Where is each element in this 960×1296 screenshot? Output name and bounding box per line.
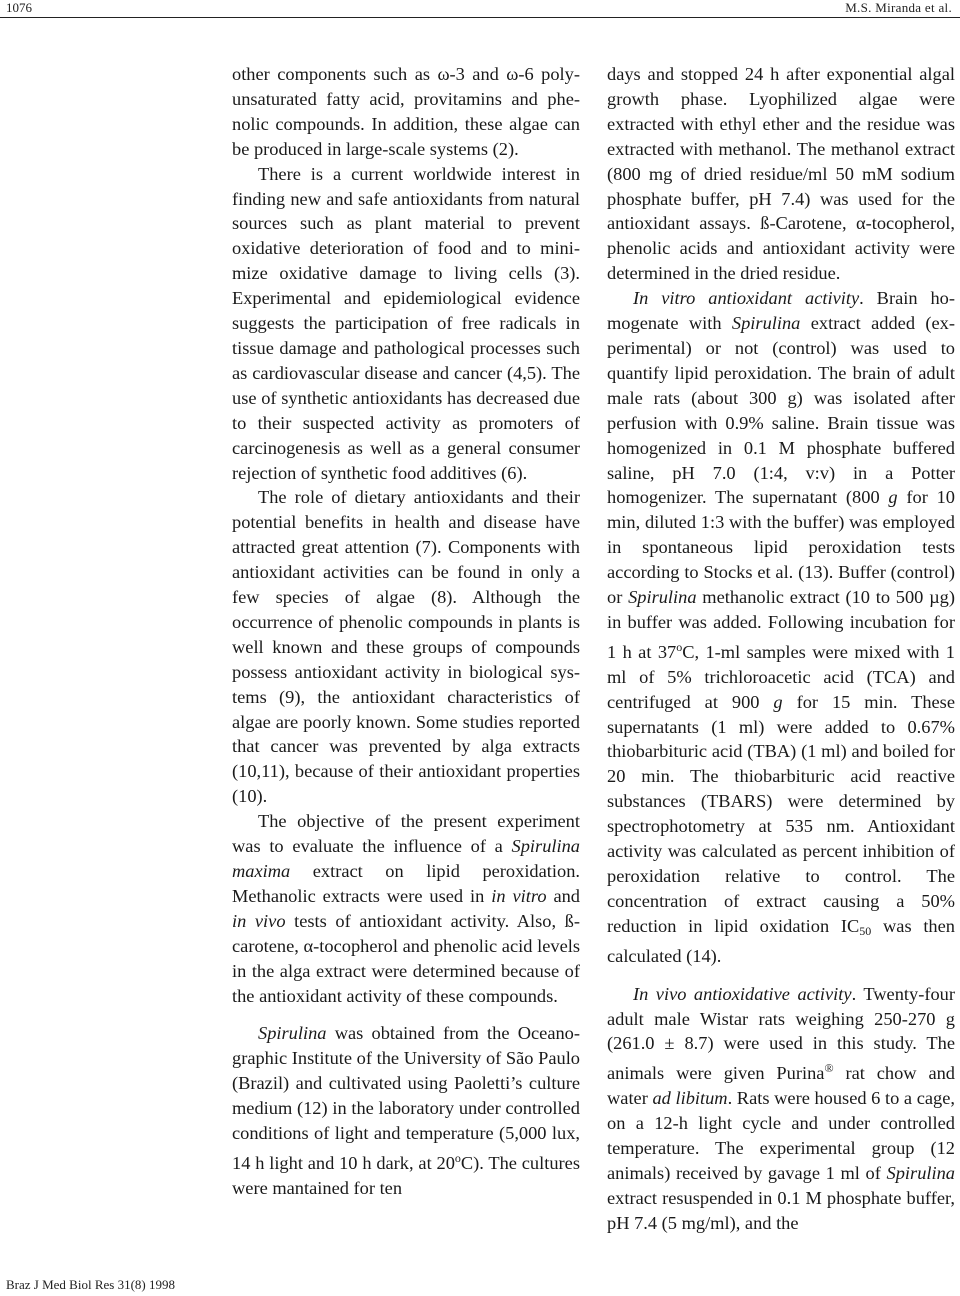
paragraph-dietary-antioxidants: The role of dietary antioxidants and their potential benefits in health and disease have attracted great attention (7). Components with antioxidant activities can be found in only a few species of algae (8). Although the occurrence of phenolic compounds in plants is well known and these groups of compounds possess antioxidant activity in biological systems (9), the antioxidant characteristics of algae are poorly known. Some studies reported that cancer was prevented by alga extracts (10,11), because of their antioxidant properties (10).: [232, 487, 580, 807]
paragraph-extraction: days and stopped 24 h after exponential algal growth phase. Lyophilized algae were extracted with ethyl ether and the residue was extracted with methanol. The methanol extract (800 mg of dried residue/ml 50 mM sodium phosphate buffer, pH 7.4) was used for the antioxidant assays. ß-Carotene, α-tocopherol, phenolic acids and antioxidant activity were determined in the dried residue.: [607, 64, 955, 284]
right-column: [607, 62, 955, 1236]
left-column: [232, 62, 580, 1201]
paragraph-spirulina-source: Spirulina was obtained from the Oceanographic Institute of the University of São Paulo (Brazil) and cultivated using Paoletti’s culture medium (12) in the laboratory under controlled conditions of light and temperature (5,000 lux, 14 h light and 10 h dark, at 20$^o$C). The cultures were mantained for ten: [232, 1023, 580, 1198]
paragraph-intro-continued: other components such as ω-3 and ω-6 polyunsaturated fatty acid, provitamins and phenolic compounds. In addition, these algae can be produced in large-scale systems (2).: [232, 64, 580, 159]
paragraph-antioxidant-interest: There is a current worldwide interest in finding new and safe antioxidants from natural sources such as plant material to prevent oxidative deterioration of food and to minimize oxidative damage to living cells (3). Experimental and epidemiological evidence suggests the participation of free radicals in tissue damage and pathological processes such as cardiovascular disease and cancer (4,5). The use of synthetic antioxidants has decreased due to their suspected activity as promoters of carcinogenesis as well as a general consumer rejection of synthetic food additives (6).: [232, 163, 580, 483]
paragraph-in-vivo: In vivo antioxidative activity. Twenty-four adult male Wistar rats weighing 250-270 g (261.0 ± 8.7) were used in this study. The animals were given Purina® rat chow and water ad libitum. Rats were housed 6 to a cage, on a 12-h light cycle and under controlled temperature. The experimental group (12 animals) received by gavage 1 ml of Spirulina extract resuspended in 0.1 M phosphate buffer, pH 7.4 (5 mg/ml), and the: [607, 983, 955, 1233]
header-rule: [0, 17, 960, 18]
running-title: M.S. Miranda et al.: [845, 0, 952, 15]
page-number: 1076: [6, 0, 32, 15]
section-heading-in-vitro: In vitro antioxidant activity: [633, 288, 860, 309]
journal-footer: Braz J Med Biol Res 31(8) 1998: [6, 1277, 175, 1292]
section-heading-in-vivo: In vivo antioxidative activity: [633, 983, 852, 1004]
paragraph-objective: The objective of the present experiment was to evaluate the influence of a Spirulina maxima extract on lipid peroxidation. Methanolic extracts were used in in vitro and in vivo tests of antioxidant activity. Also, ß-carotene, α-tocopherol and phenolic acid levels in the alga extract were determined because of the antioxidant activity of these compounds.: [232, 811, 580, 1006]
paragraph-in-vitro: In vitro antioxidant activity. Brain homogenate with Spirulina extract added (experimental) or not (control) was used to quantify lipid peroxidation. The brain of adult male rats (about 300 g) was isolated after perfusion with 0.9% saline. Brain tissue was homogenized in 0.1 M phosphate buffered saline, pH 7.0 (1:4, v:v) in a Potter homogenizer. The supernatant (800 g for 10 min, diluted 1:3 with the buffer) was employed in spontaneous lipid peroxidation tests according to Stocks et al. (13). Buffer (control) or Spirulina methanolic extract (10 to 500 µg) in buffer was added. Following incubation for 1 h at 37$^o$C, 1-ml samples were mixed with 1 ml of 5% trichloroacetic acid (TCA) and centrifuged at 900 g for 15 min. These supernatants (1 ml) were added to 0.67% thiobarbituric acid (TBA) (1 ml) and boiled for 20 min. The thiobarbituric acid reactive substances (TBARS) were determined by spectrophotometry at 535 nm. Antioxidant activity was calculated as percent inhibition of peroxidation relative to control. The concentration of extract causing a 50% reduction in lipid oxidation $IC_{50}$ was then calculated (14).: [607, 288, 956, 966]
